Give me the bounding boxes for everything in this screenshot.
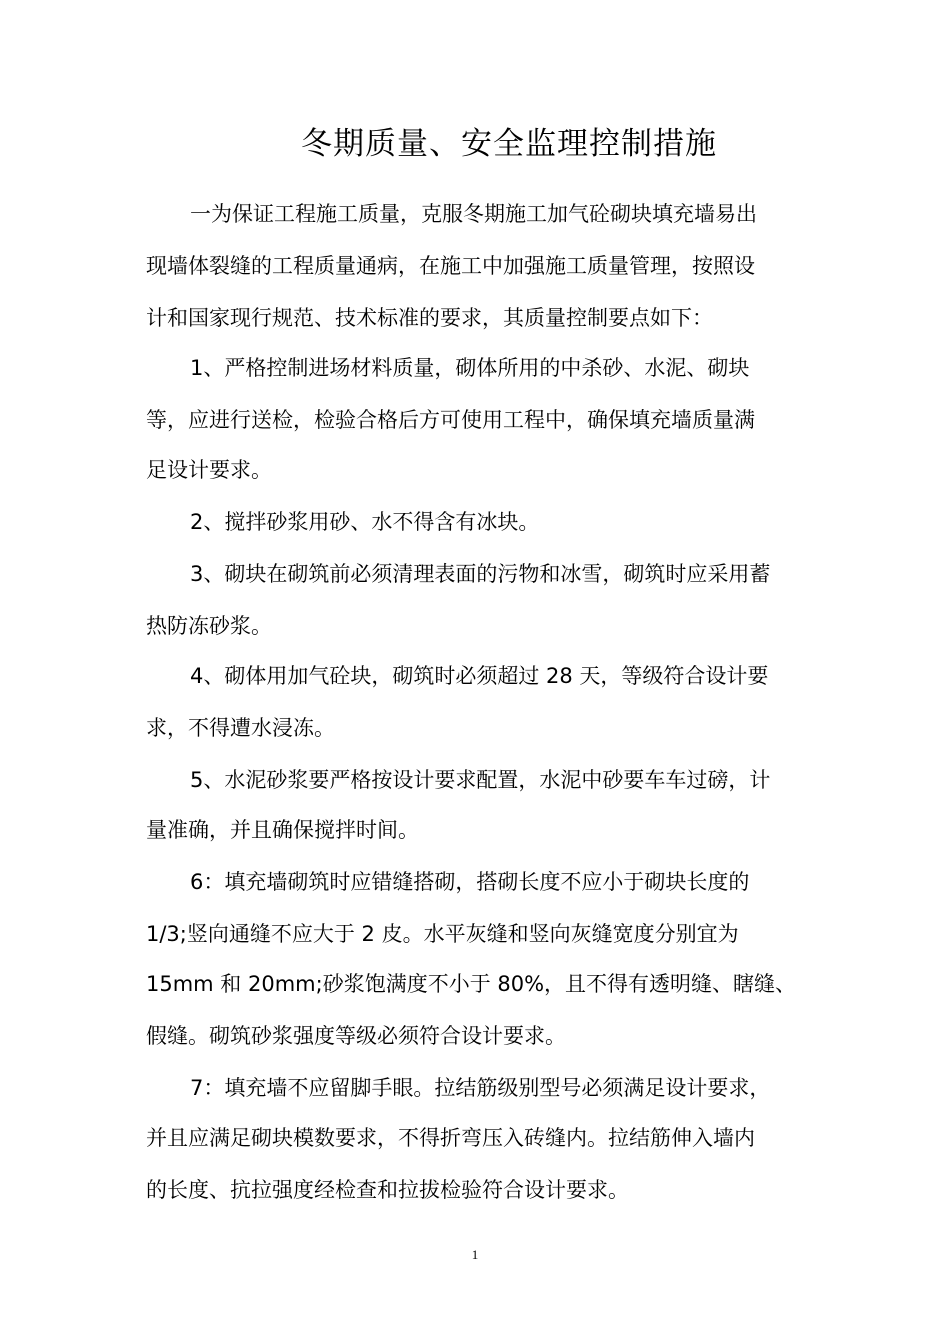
paragraph-line: 5、水泥砂浆要严格按设计要求配置，水泥中砂要车车过磅，计: [190, 768, 771, 792]
paragraph-line: 等，应进行送检，检验合格后方可使用工程中，确保填充墙质量满: [146, 408, 755, 432]
paragraph-line: 并且应满足砌块模数要求，不得折弯压入砖缝内。拉结筋伸入墙内: [146, 1126, 755, 1150]
paragraph-line: 4、砌体用加气砼块，砌筑时必须超过 28 天，等级符合设计要: [190, 664, 769, 688]
paragraph-line: 3、砌块在砌筑前必须清理表面的污物和冰雪，砌筑时应采用蓄: [190, 562, 771, 586]
paragraph-line: 7：填充墙不应留脚手眼。拉结筋级别型号必须满足设计要求，: [190, 1076, 771, 1100]
paragraph-line: 2、搅拌砂浆用砂、水不得含有冰块。: [190, 510, 540, 534]
paragraph-line: 6：填充墙砌筑时应错缝搭砌，搭砌长度不应小于砌块长度的: [190, 870, 750, 894]
page-number: 1: [471, 1247, 479, 1262]
paragraph-line: 一为保证工程施工质量，克服冬期施工加气砼砌块填充墙易出: [190, 202, 757, 226]
document-title: 冬期质量、安全监理控制措施: [301, 126, 717, 162]
paragraph-line: 计和国家现行规范、技术标准的要求，其质量控制要点如下：: [146, 306, 713, 330]
paragraph-line: 量准确，并且确保搅拌时间。: [146, 818, 419, 842]
paragraph-line: 足设计要求。: [146, 458, 272, 482]
paragraph-line: 1/3;竖向通缝不应大于 2 皮。水平灰缝和竖向灰缝宽度分别宜为: [146, 922, 739, 946]
paragraph-line: 求，不得遭水浸冻。: [146, 716, 335, 740]
paragraph-line: 热防冻砂浆。: [146, 614, 272, 638]
paragraph-line: 的长度、抗拉强度经检查和拉拔检验符合设计要求。: [146, 1178, 629, 1202]
paragraph-line: 15mm 和 20mm;砂浆饱满度不小于 80%，且不得有透明缝、瞎缝、: [146, 972, 797, 996]
paragraph-line: 现墙体裂缝的工程质量通病，在施工中加强施工质量管理，按照设: [146, 254, 755, 278]
paragraph-line: 1、严格控制进场材料质量，砌体所用的中杀砂、水泥、砌块: [190, 356, 750, 380]
paragraph-line: 假缝。砌筑砂浆强度等级必须符合设计要求。: [146, 1024, 566, 1048]
